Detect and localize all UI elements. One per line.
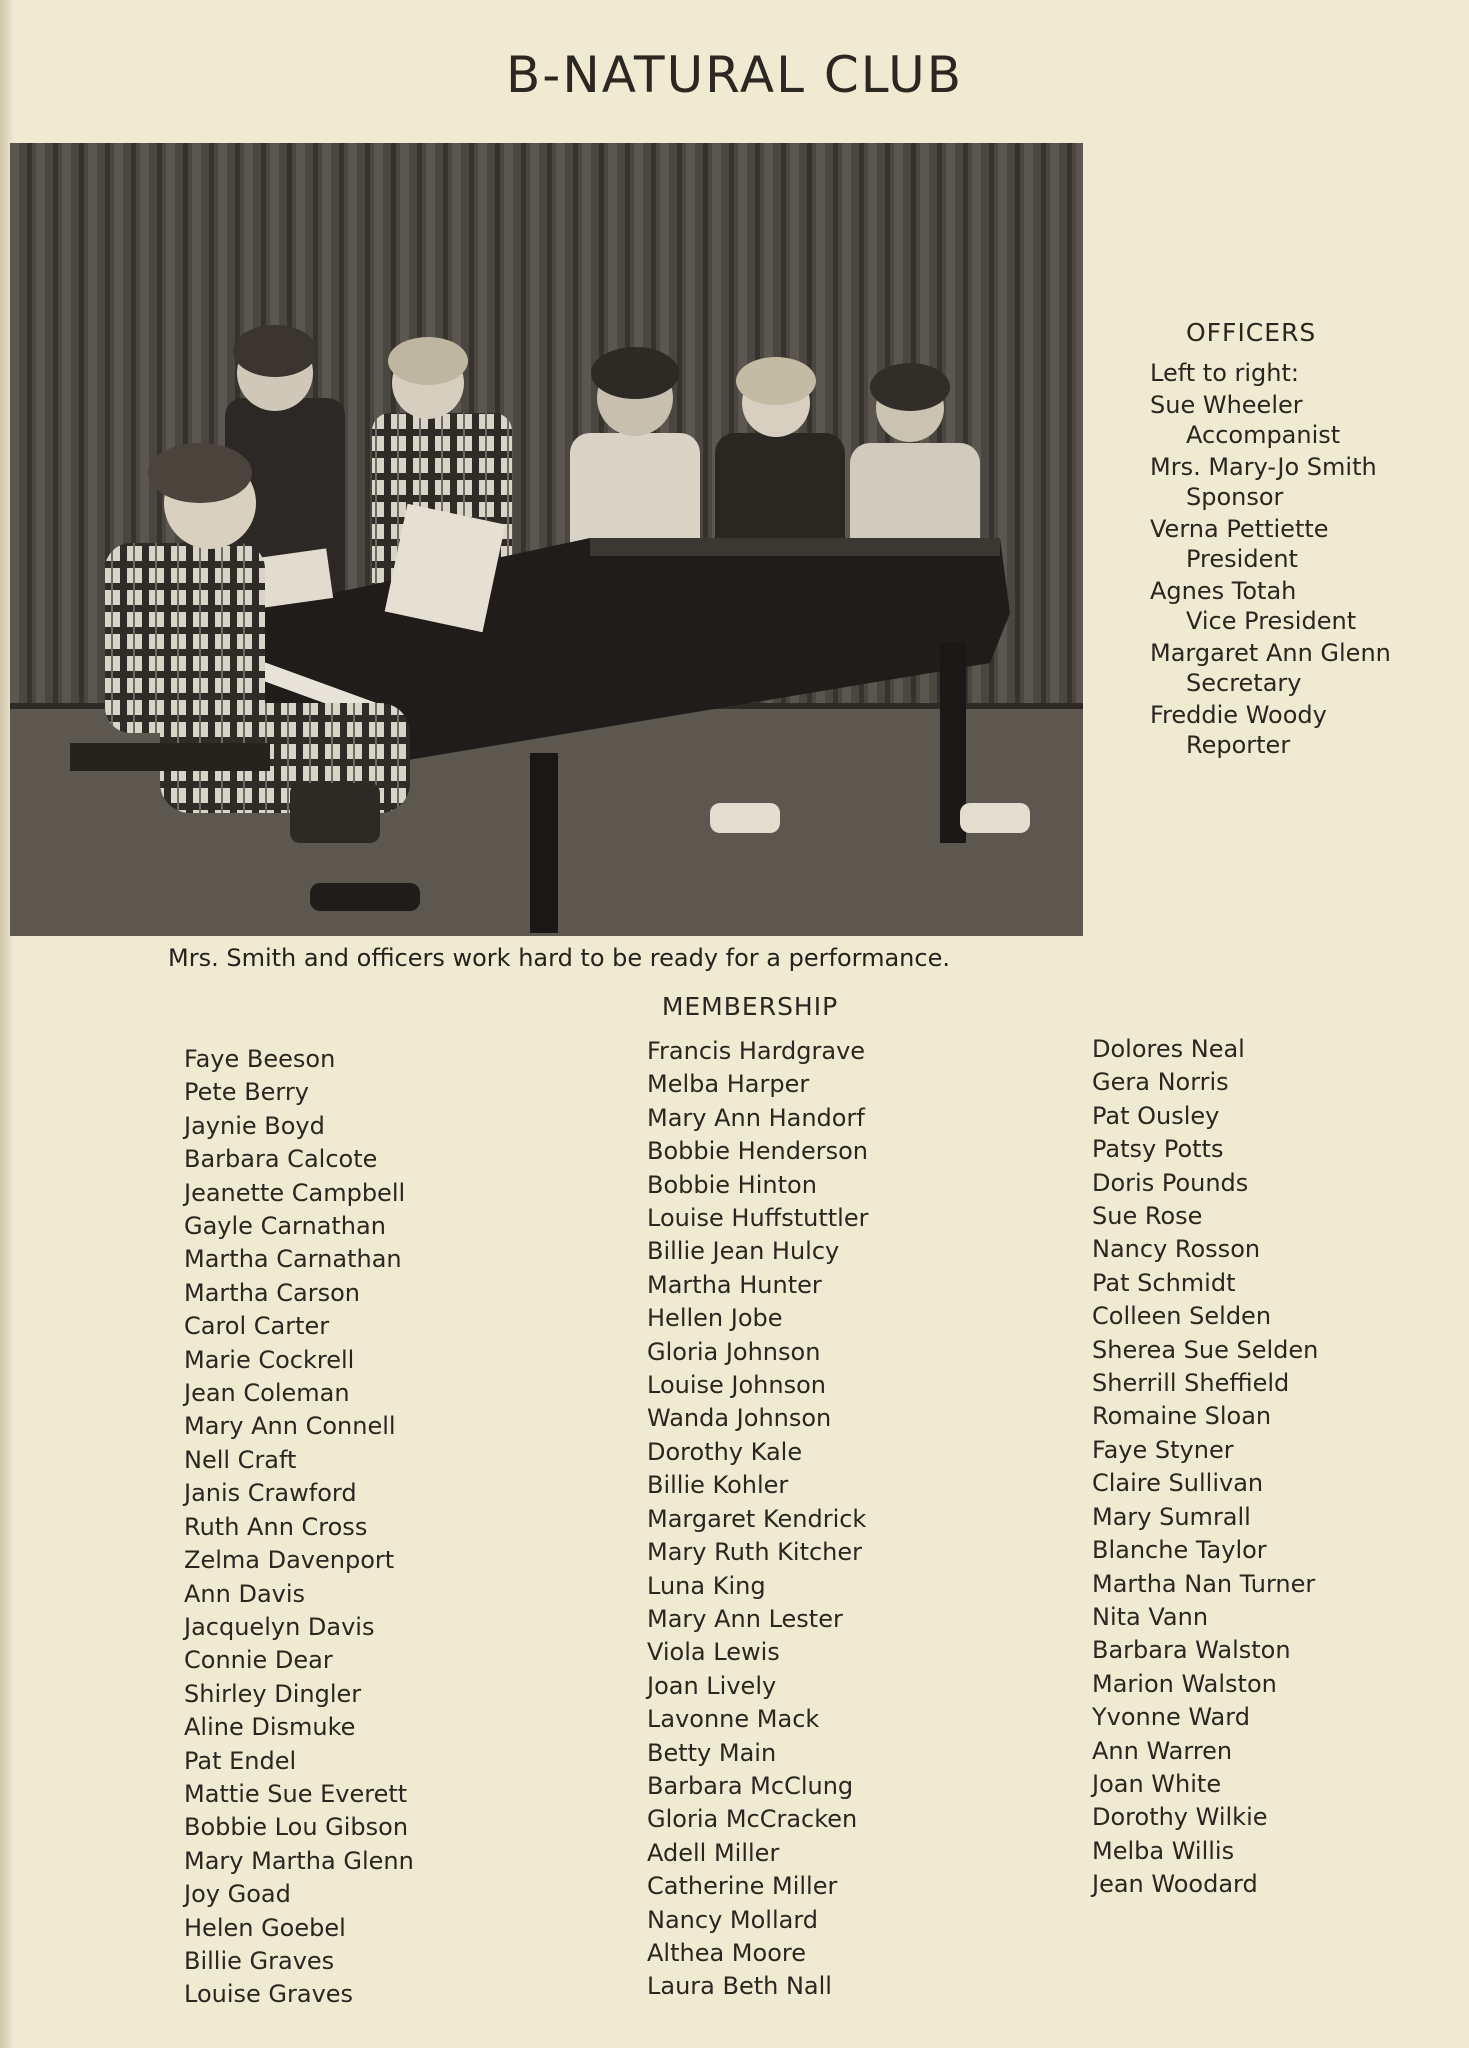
membership-heading: MEMBERSHIP [661, 992, 839, 1021]
member-name: Wanda Johnson [647, 1404, 832, 1433]
member-name: Sherrill Sheffield [1092, 1369, 1290, 1398]
member-name: Dorothy Kale [647, 1437, 803, 1466]
member-name: Pat Endel [184, 1746, 297, 1775]
member-name: Althea Moore [647, 1938, 806, 1967]
member-name: Blanche Taylor [1092, 1536, 1267, 1565]
member-name: Gloria McCracken [647, 1805, 858, 1834]
member-name: Laura Beth Nall [647, 1972, 832, 2001]
member-name: Pat Ousley [1092, 1101, 1220, 1130]
member-name: Jaynie Boyd [184, 1111, 325, 1140]
officer-role: Vice President [1186, 607, 1357, 635]
member-name: Nell Craft [184, 1445, 297, 1474]
member-name: Gera Norris [1092, 1068, 1229, 1097]
member-name: Joan Lively [647, 1671, 777, 1700]
officer-name: Agnes Totah [1150, 577, 1297, 605]
member-name: Nita Vann [1092, 1602, 1209, 1631]
member-name: Mary Martha Glenn [184, 1846, 414, 1875]
member-name: Joan White [1092, 1769, 1222, 1798]
member-name: Melba Harper [647, 1070, 810, 1099]
member-name: Ann Warren [1092, 1736, 1233, 1765]
member-name: Mattie Sue Everett [184, 1779, 408, 1808]
member-name: Joy Goad [184, 1880, 291, 1909]
officer-entry [1150, 576, 1450, 636]
member-name: Martha Carson [184, 1278, 360, 1307]
member-name: Viola Lewis [647, 1638, 780, 1667]
group-photo [10, 143, 1083, 936]
member-name: Nancy Mollard [647, 1905, 819, 1934]
member-name: Adell Miller [647, 1838, 780, 1867]
member-name: Billie Graves [184, 1946, 335, 1975]
member-name: Romaine Sloan [1092, 1402, 1272, 1431]
member-name: Louise Huffstuttler [647, 1204, 869, 1233]
member-name: Betty Main [647, 1738, 777, 1767]
officers-intro: Left to right: [1150, 359, 1299, 387]
member-name: Louise Graves [184, 1980, 354, 2009]
member-name: Louise Johnson [647, 1371, 826, 1400]
member-name: Zelma Davenport [184, 1546, 395, 1575]
member-name: Dolores Neal [1092, 1035, 1245, 1063]
member-name: Barbara Calcote [184, 1145, 378, 1174]
member-name: Aline Dismuke [184, 1713, 356, 1742]
member-name: Margaret Kendrick [647, 1504, 867, 1533]
member-name: Marion Walston [1092, 1669, 1277, 1698]
member-name: Luna King [647, 1571, 766, 1600]
member-name: Bobbie Lou Gibson [184, 1813, 409, 1842]
member-name: Martha Hunter [647, 1270, 822, 1299]
photo-caption: Mrs. Smith and officers work hard to be ready for a performance. [168, 944, 950, 972]
page-title: B-NATURAL CLUB [505, 46, 964, 104]
member-name: Jean Coleman [184, 1379, 350, 1408]
officers-panel [1150, 318, 1450, 762]
member-name: Doris Pounds [1092, 1168, 1249, 1197]
membership-column-1 [184, 1043, 414, 2012]
officer-role: President [1186, 545, 1298, 573]
officer-entry [1150, 638, 1450, 698]
member-name: Dorothy Wilkie [1092, 1803, 1268, 1832]
member-name: Barbara Walston [1092, 1636, 1291, 1665]
member-name: Bobbie Henderson [647, 1137, 868, 1166]
member-name: Melba Willis [1092, 1836, 1235, 1865]
officer-entry [1150, 514, 1450, 574]
member-name: Lavonne Mack [647, 1705, 820, 1734]
member-name: Jean Woodard [1092, 1870, 1258, 1899]
officer-entry [1150, 390, 1450, 450]
member-name: Mary Sumrall [1092, 1502, 1251, 1531]
member-name: Claire Sullivan [1092, 1469, 1264, 1498]
officer-role: Reporter [1186, 731, 1291, 759]
officer-role: Accompanist [1186, 421, 1341, 449]
officer-entry [1150, 452, 1450, 512]
officers-heading: OFFICERS [1186, 318, 1317, 347]
member-name: Barbara McClung [647, 1771, 854, 1800]
member-name: Martha Nan Turner [1092, 1569, 1316, 1598]
member-name: Nancy Rosson [1092, 1235, 1261, 1264]
member-name: Ann Davis [184, 1579, 306, 1608]
member-name: Bobbie Hinton [647, 1170, 817, 1199]
member-name: Catherine Miller [647, 1872, 838, 1901]
member-name: Martha Carnathan [184, 1245, 402, 1274]
member-name: Carol Carter [184, 1312, 330, 1341]
member-name: Hellen Jobe [647, 1304, 783, 1333]
officer-role: Secretary [1186, 669, 1302, 697]
officer-role: Sponsor [1186, 483, 1284, 511]
member-name: Billie Jean Hulcy [647, 1237, 840, 1266]
member-name: Sherea Sue Selden [1092, 1335, 1319, 1364]
member-name: Helen Goebel [184, 1913, 346, 1942]
member-name: Pete Berry [184, 1078, 309, 1107]
member-name: Ruth Ann Cross [184, 1512, 368, 1541]
member-name: Jacquelyn Davis [184, 1612, 375, 1641]
member-name: Gayle Carnathan [184, 1212, 386, 1241]
member-name: Janis Crawford [184, 1479, 357, 1508]
officer-name: Verna Pettiette [1150, 515, 1329, 543]
member-name: Connie Dear [184, 1646, 333, 1675]
member-name: Mary Ann Handorf [647, 1103, 865, 1132]
membership-column-3 [1092, 1033, 1318, 1902]
member-name: Colleen Selden [1092, 1302, 1272, 1331]
member-name: Mary Ann Connell [184, 1412, 396, 1441]
member-name: Shirley Dingler [184, 1679, 362, 1708]
member-name: Mary Ruth Kitcher [647, 1538, 863, 1567]
member-name: Faye Styner [1092, 1435, 1234, 1464]
member-name: Patsy Potts [1092, 1135, 1224, 1164]
member-name: Pat Schmidt [1092, 1268, 1236, 1297]
member-name: Marie Cockrell [184, 1345, 355, 1374]
member-name: Billie Kohler [647, 1471, 789, 1500]
officer-name: Sue Wheeler [1150, 391, 1303, 419]
officer-name: Freddie Woody [1150, 701, 1327, 729]
member-name: Francis Hardgrave [647, 1037, 866, 1065]
officer-entry [1150, 700, 1450, 760]
member-name: Gloria Johnson [647, 1337, 821, 1366]
member-name: Faye Beeson [184, 1045, 336, 1073]
member-name: Sue Rose [1092, 1202, 1203, 1231]
officer-name: Margaret Ann Glenn [1150, 639, 1391, 667]
officer-name: Mrs. Mary-Jo Smith [1150, 453, 1377, 481]
member-name: Mary Ann Lester [647, 1604, 843, 1633]
member-name: Jeanette Campbell [184, 1178, 406, 1207]
member-name: Yvonne Ward [1092, 1703, 1250, 1732]
membership-column-2 [647, 1035, 868, 2004]
